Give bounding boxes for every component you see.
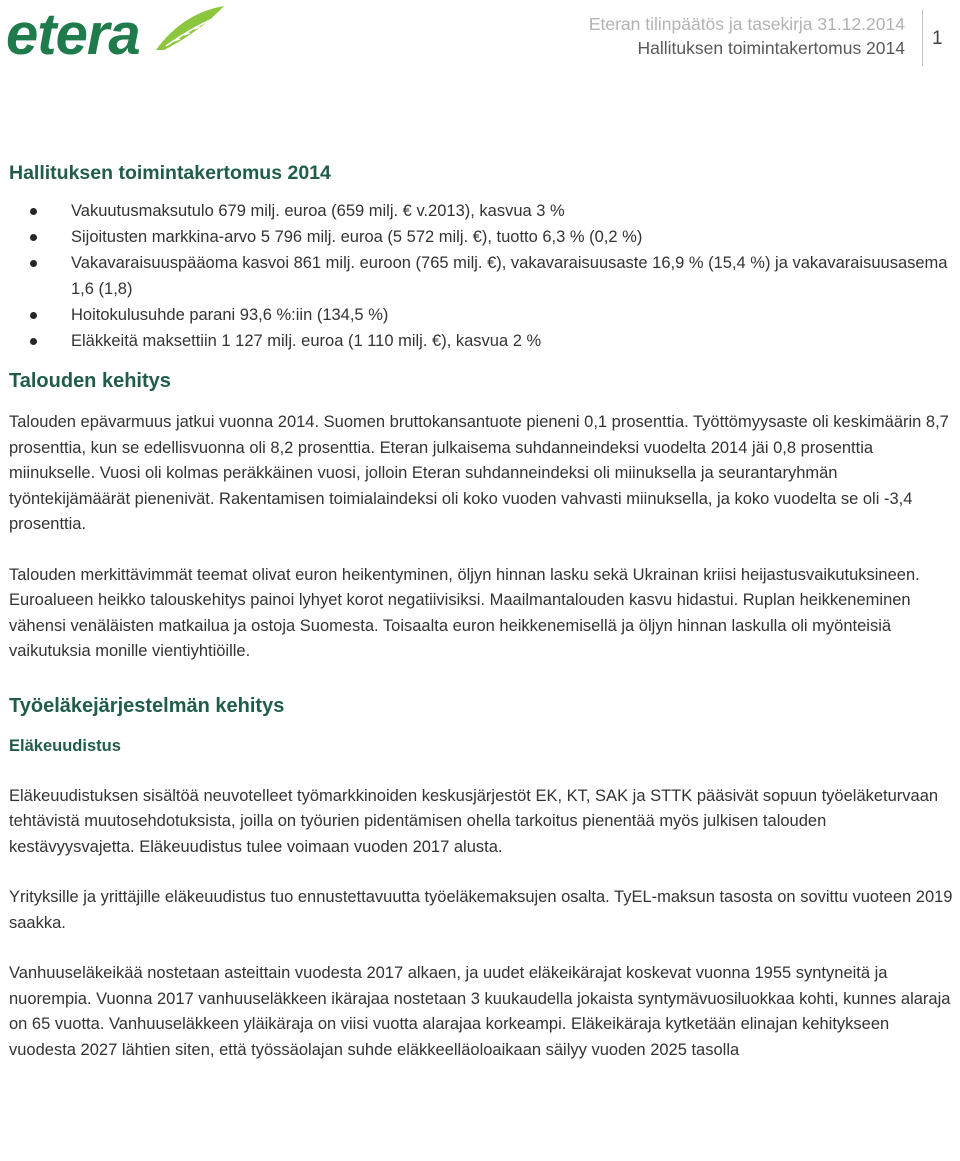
document-header-info [589, 12, 905, 60]
page-number: 1 [932, 28, 943, 49]
etera-logo [6, 2, 226, 64]
economy-paragraph: Talouden epävarmuus jatkui vuonna 2014. Suomen bruttokansantuote pieneni 0,1 prosenttia. Työttömyysaste oli keskimäärin 8,7 prosenttia, kun se edellisvuonna oli 8,2 prosenttia. Eteran julkaisema suhdanneindeksi vuodelta 2014 jäi 0,8 prosenttia miinukselle. Vuosi oli kolmas peräkkäinen vuosi, jolloin Eteran suhdanneindeksi oli miinuksella ja seurantaryhmän työntekijämäärät pienenivät. Rakentamisen toimialaindeksi oli koko vuoden vahvasti miinuksella, ja koko vuodelta se oli -3,4 prosenttia. [9, 413, 949, 533]
bullet-icon [30, 208, 37, 215]
list-item: Vakuutusmaksutulo 679 milj. euroa (659 milj. € v.2013), kasvua 3 % [9, 198, 954, 224]
page-title: Hallituksen toimintakertomus 2014 [9, 162, 331, 184]
list-item: Sijoitusten markkina-arvo 5 796 milj. euroa (5 572 milj. €), tuotto 6,3 % (0,2 %) [9, 224, 954, 250]
page-header [0, 0, 960, 70]
document-body [9, 158, 954, 1063]
document-title: Eteran tilinpäätös ja tasekirja 31.12.2014 [588, 14, 905, 34]
list-item: Hoitokulusuhde parani 93,6 %:iin (134,5 %) [9, 302, 954, 328]
pension-system-heading: Työeläkejärjestelmän kehitys [9, 694, 285, 717]
bullet-icon [30, 260, 37, 267]
economy-heading: Talouden kehitys [9, 370, 171, 392]
highlights-list [9, 198, 954, 354]
pension-paragraph: Vanhuuseläkeikää nostetaan asteittain vuodesta 2017 alkaen, ja uudet eläkeikärajat koskevat vuonna 1955 syntyneitä ja nuorempia. Vuonna 2017 vanhuuseläkkeen ikärajaa nostetaan 3 kuukaudella jokaista syntymävuosiluokkaa kohti, kunnes alaraja on 65 vuotta. Vanhuuseläkkeen yläikäraja on viisi vuotta alarajaa korkeampi. Eläkeikäraja kytketään elinajan kehitykseen vuodesta 2027 lähtien siten, että työssäolajan suhde eläkkeelläoloaikaan säilyy vuoden 2025 tasolla [9, 964, 951, 1059]
pension-paragraph: Yrityksille ja yrittäjille eläkeuudistus tuo ennustettavuutta työeläkemaksujen osalta. TyEL-maksun tasosta on sovittu vuoteen 2019 saakka. [9, 888, 953, 932]
bullet-icon [30, 234, 37, 241]
list-item: Vakavaraisuuspääoma kasvoi 861 milj. euroon (765 milj. €), vakavaraisuusaste 16,9 % (15,4 %) ja vakavaraisuusasema 1,6 (1,8) [9, 250, 954, 302]
bullet-icon [30, 312, 37, 319]
economy-paragraph: Talouden merkittävimmät teemat olivat euron heikentyminen, öljyn hinnan lasku sekä Ukrainan kriisi heijastusvaikutuksineen. Euroalueen heikko talouskehitys painoi lyhyet korot negatiivisiksi. Maailmantalouden kasvu hidastui. Ruplan heikkeneminen vähensi venäläisten matkailua ja ostoja Suomesta. Toisaalta euron heikkenemisellä ja öljyn hinnan laskulla oli myönteisiä vaikutuksia monille vientiyhtiöille. [9, 565, 920, 660]
pension-paragraph: Eläkeuudistuksen sisältöä neuvotelleet työmarkkinoiden keskusjärjestöt EK, KT, SAK ja STTK pääsivät sopuun työeläketurvaan tehtävistä muutosehdotuksista, joilla on työurien pidentämisen ohella tarkoitus pienentää myös julkisen talouden kestävyysvajetta. Eläkeuudistus tulee voimaan vuoden 2017 alusta. [9, 786, 939, 856]
header-divider [922, 10, 923, 66]
svg-text:etera: etera [6, 2, 140, 64]
bullet-icon [30, 338, 37, 345]
pension-reform-subheading: Eläkeuudistus [9, 736, 121, 755]
header-section-title: Hallituksen toimintakertomus 2014 [637, 38, 905, 58]
list-item: Eläkkeitä maksettiin 1 127 milj. euroa (1 110 milj. €), kasvua 2 % [9, 328, 954, 354]
